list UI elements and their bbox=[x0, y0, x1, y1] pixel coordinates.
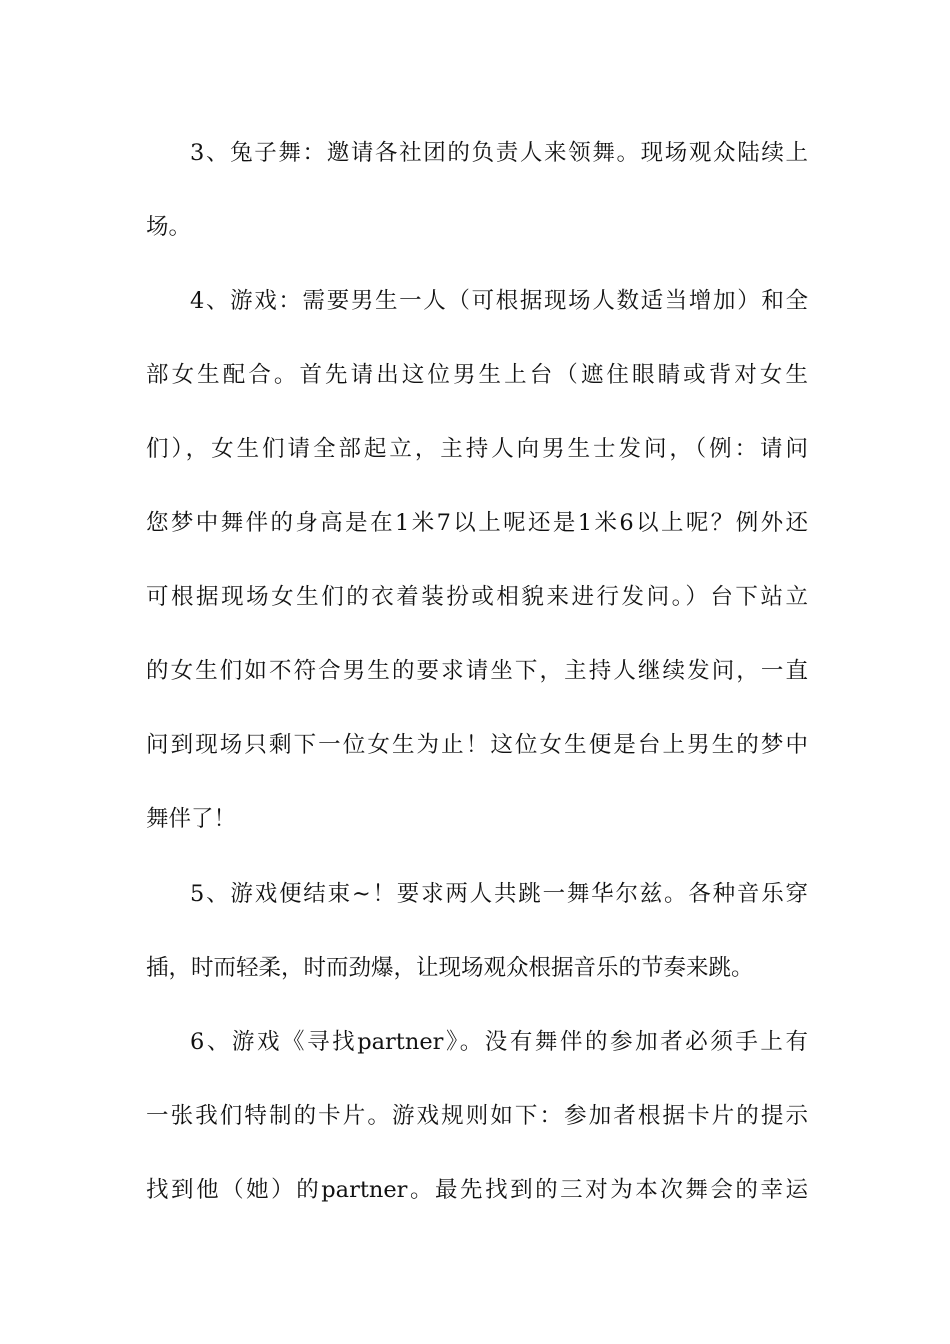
paragraph-3-line-2: 场。 bbox=[146, 214, 192, 240]
paragraph-4-line-6: 的女生们如不符合男生的要求请坐下，主持人继续发问，一直 bbox=[146, 658, 808, 684]
paragraph-6-line-2: 一张我们特制的卡片。游戏规则如下：参加者根据卡片的提示 bbox=[146, 1103, 808, 1129]
paragraph-4-line-8: 舞伴了！ bbox=[146, 806, 237, 832]
paragraph-4-line-3: 们），女生们请全部起立，主持人向男生士发问，（例：请问 bbox=[146, 436, 808, 462]
paragraph-5-line-2: 插，时而轻柔，时而劲爆，让现场观众根据音乐的节奏来跳。 bbox=[146, 955, 754, 981]
paragraph-4-line-1: 4、游戏：需要男生一人（可根据现场人数适当增加）和全 bbox=[190, 288, 808, 314]
paragraph-3-line-1: 3、兔子舞：邀请各社团的负责人来领舞。现场观众陆续上 bbox=[190, 140, 808, 166]
paragraph-4-line-5: 可根据现场女生们的衣着装扮或相貌来进行发问。）台下站立 bbox=[146, 584, 808, 610]
paragraph-4-line-2: 部女生配合。首先请出这位男生上台（遮住眼睛或背对女生 bbox=[146, 362, 808, 388]
paragraph-6-line-1: 6、游戏《寻找partner》。没有舞伴的参加者必须手上有 bbox=[190, 1029, 808, 1055]
paragraph-5-line-1: 5、游戏便结束~！要求两人共跳一舞华尔兹。各种音乐穿 bbox=[190, 881, 808, 907]
paragraph-4-line-7: 问到现场只剩下一位女生为止！这位女生便是台上男生的梦中 bbox=[146, 732, 808, 758]
paragraph-4-line-4: 您梦中舞伴的身高是在1米7以上呢还是1米6以上呢？例外还 bbox=[146, 510, 808, 536]
paragraph-6-line-3: 找到他（她）的partner。最先找到的三对为本次舞会的幸运 bbox=[146, 1177, 808, 1203]
